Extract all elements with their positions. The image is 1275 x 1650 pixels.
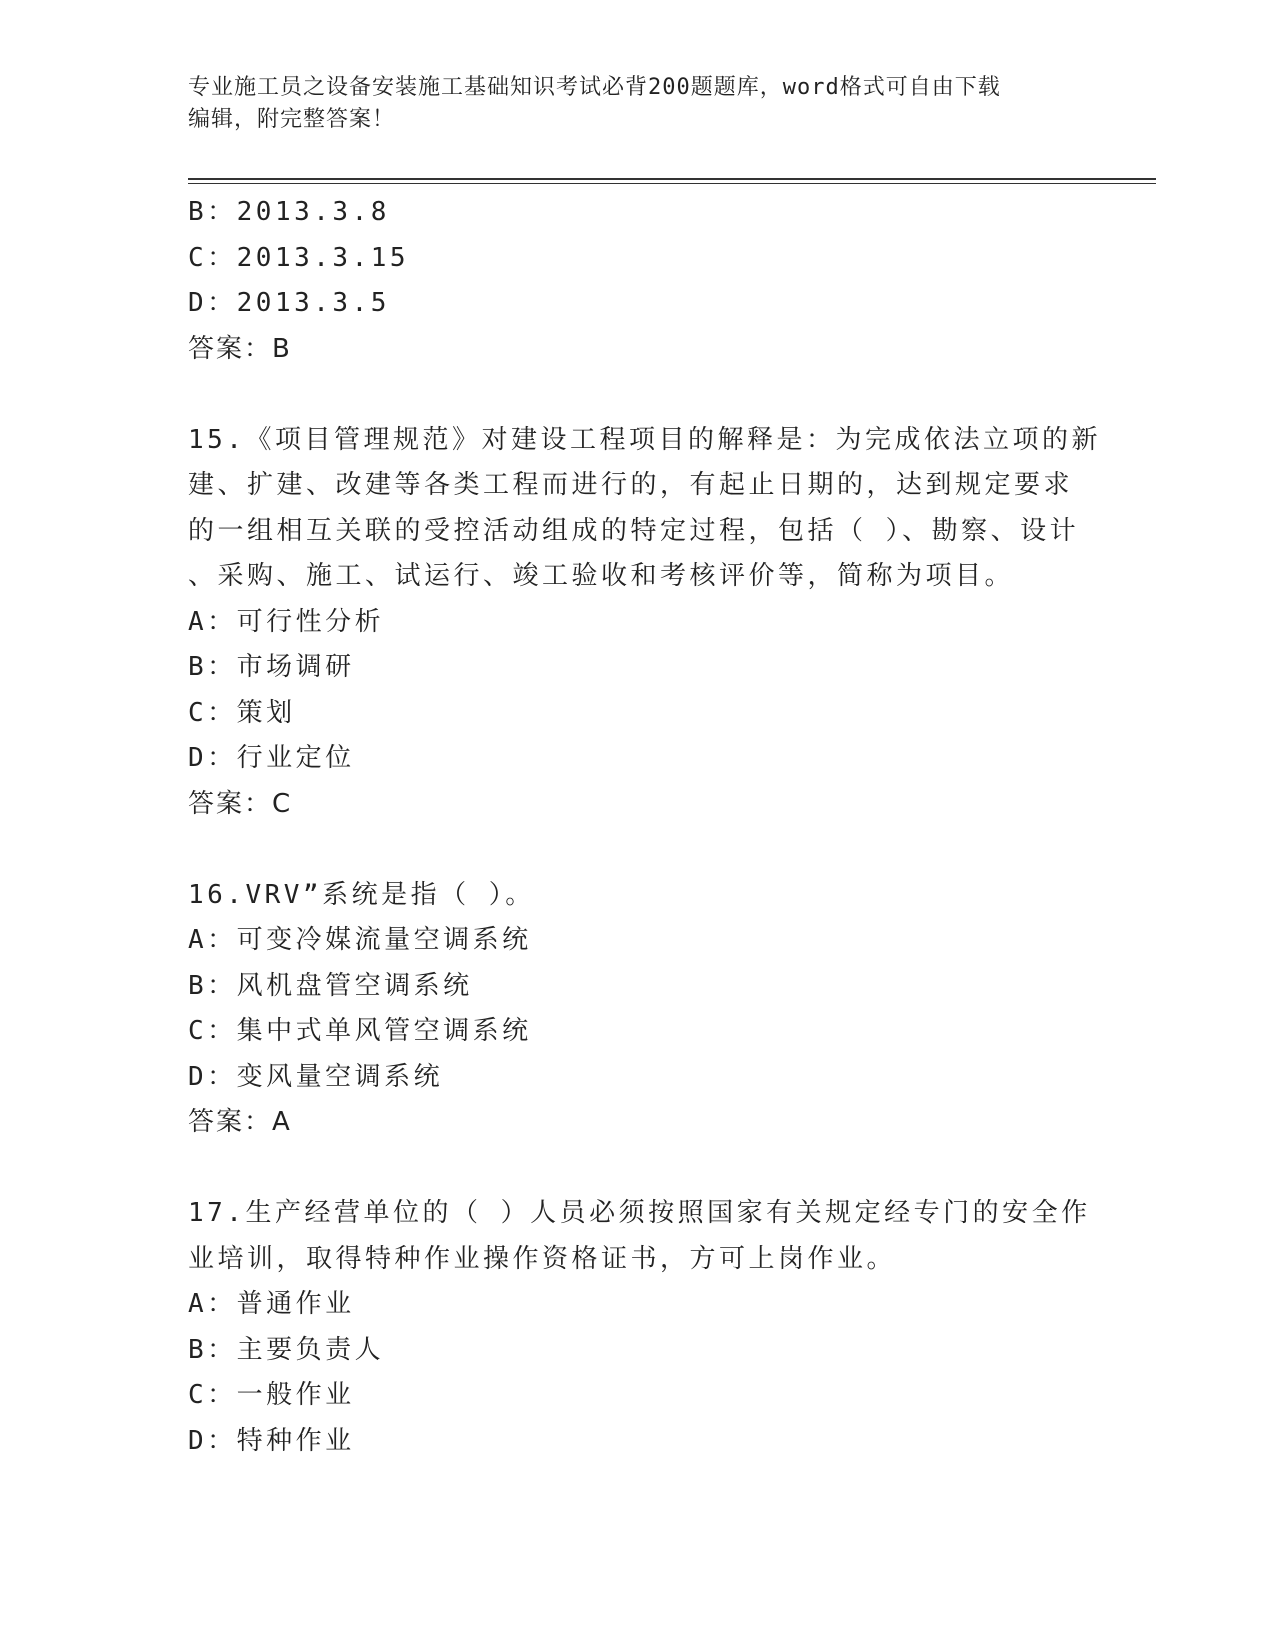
- question-text-line: 15.《项目管理规范》对建设工程项目的解释是：为完成依法立项的新: [188, 424, 1101, 455]
- option-c: C：一般作业: [188, 1380, 355, 1410]
- header-title-line-2: 编辑，附完整答案！: [188, 107, 396, 132]
- option-b: B：市场调研: [188, 652, 355, 682]
- header-divider-thick: [188, 178, 1156, 180]
- answer-line: 答案：B: [188, 333, 292, 364]
- header-divider-thin: [188, 183, 1156, 184]
- option-b: B：风机盘管空调系统: [188, 970, 473, 1001]
- question-16: [188, 873, 1088, 1146]
- document-body: [188, 190, 1101, 1464]
- question-text-line: 、采购、施工、试运行、竣工验收和考核评价等，简称为项目。: [188, 561, 1015, 591]
- option-b: B：2013.3.8: [188, 197, 390, 227]
- question-14-continued: [188, 190, 1088, 372]
- answer-line: 答案：A: [188, 1107, 292, 1137]
- option-b: B：主要负责人: [188, 1334, 385, 1365]
- question-15: [188, 418, 1101, 828]
- question-text-line: 的一组相互关联的受控活动组成的特定过程，包括（ ）、勘察、设计: [188, 515, 1080, 546]
- question-text-line: 17.生产经营单位的（ ）人员必须按照国家有关规定经专门的安全作: [188, 1198, 1091, 1228]
- header-title-line-1: 专业施工员之设备安装施工基础知识考试必背200题题库，word格式可自由下载: [188, 75, 1001, 100]
- question-text-line: 业培训，取得特种作业操作资格证书，方可上岗作业。: [188, 1243, 897, 1274]
- option-d: D：特种作业: [188, 1425, 355, 1456]
- option-c: C：2013.3.15: [188, 242, 410, 273]
- spacer: [188, 1146, 1088, 1192]
- question-text-line: 建、扩建、改建等各类工程而进行的，有起止日期的，达到规定要求: [188, 470, 1074, 500]
- question-17: [188, 1191, 1091, 1464]
- spacer: [188, 827, 1088, 873]
- option-c: C：集中式单风管空调系统: [188, 1016, 532, 1046]
- question-text-line: 16.VRV”系统是指（ ）。: [188, 879, 535, 910]
- answer-line: 答案：C: [188, 788, 293, 819]
- option-d: D：2013.3.5: [188, 288, 390, 318]
- option-d: D：行业定位: [188, 743, 355, 773]
- option-a: A：可行性分析: [188, 606, 385, 637]
- option-a: A：普通作业: [188, 1289, 355, 1319]
- spacer: [188, 372, 1088, 418]
- option-c: C：策划: [188, 697, 296, 728]
- option-a: A：可变冷媒流量空调系统: [188, 925, 532, 955]
- option-d: D：变风量空调系统: [188, 1061, 444, 1092]
- document-header: [188, 72, 1068, 136]
